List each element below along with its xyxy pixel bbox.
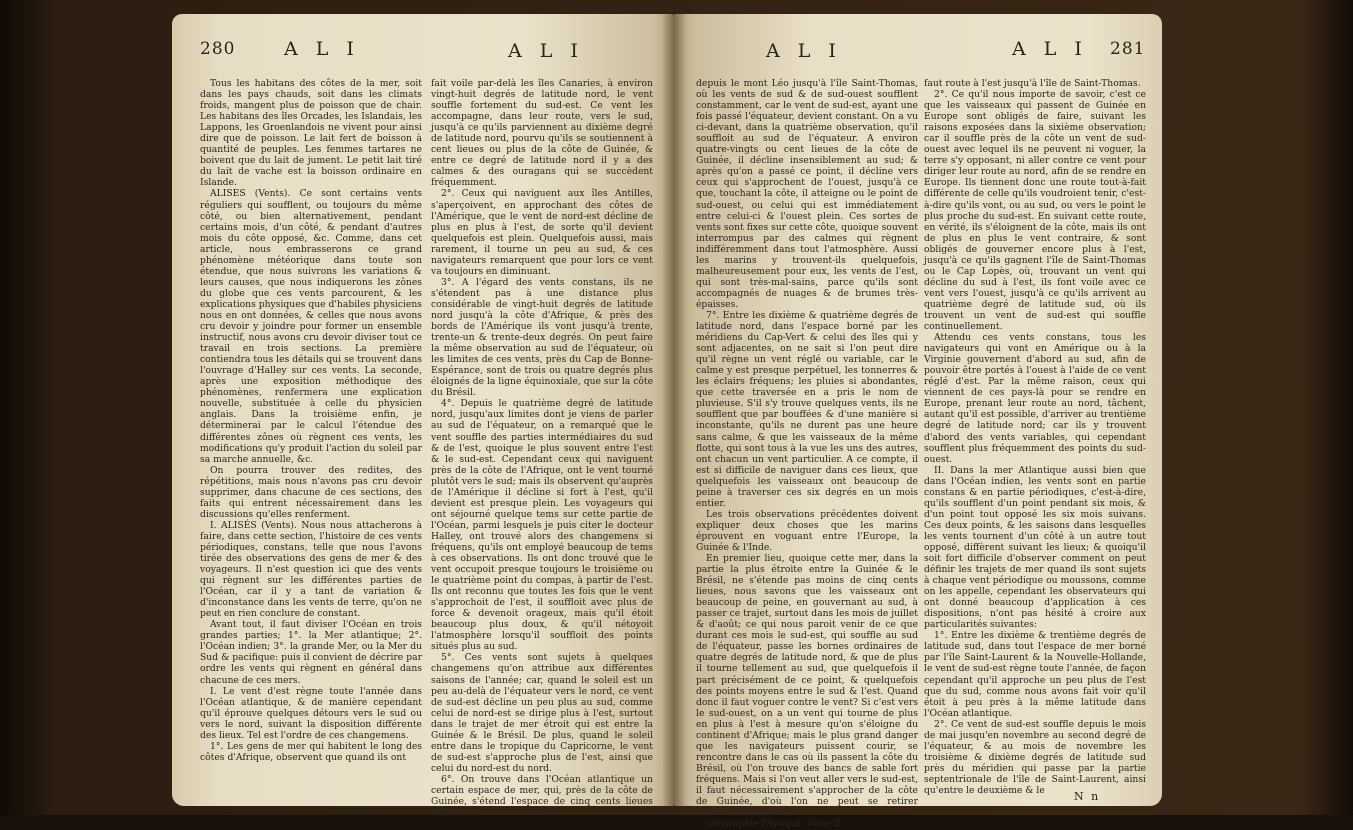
paragraph: 3°. A l'égard des vents constans, ils ne s'étendent pas à une distance plus considérable de vingt-huit degrés de latitude nord jusqu'à la côte d'Afrique, & près des bords de l'Amérique ils vont jusqu'à trente, trente-un & trente-deux degrés. On peut faire la même observation au sud de l'équateur, où les limites de ces vents, près du Cap de Bonne-Espérance, sont de trois ou quatre degrés plus éloignés de la ligne équinoxiale, que sur la côte du Brésil.	[431, 276, 654, 399]
paragraph: faut route à l'est jusqu'à l'île de Saint-Thomas.	[924, 78, 1141, 89]
paragraph: I. ALISÉS (Vents). Nous nous attacherons à faire, dans cette section, l'histoire de ces vents périodiques, constans, telle que nous l'avons tirée des observations des gens de mer & des voyageurs. Il n'est question ici que des vents qui règnent sur les différentes parties de l'Océan, car il y a tant de variation & d'inconstance dans les vents de terre, qu'on ne peut en rien conclure de constant.	[200, 519, 422, 620]
right-running-head-col1: A L I	[766, 40, 842, 62]
paragraph: 4°. Depuis le quatrième degré de latitude nord, jusqu'aux limites dont je viens de parler au sud de l'équateur, on a remarqué que le vent souffle des parties intermédiaires du sud & de l'est, quoique le plus souvent entre l'est & le sud-est. Cependant ceux qui naviguent près de la côte de l'Afrique, ont le vent tourné plutôt vers le sud; mais ils observent qu'auprès de l'Amérique il décline si fort à l'est, qu'il devient est presque plein. Les voyageurs qui ont séjourné quelque tems sur cette partie de l'Océan, parmi lesquels je puis citer le docteur Halley, ont trouvé alors des changemens si fréquens, qu'ils ont employé beaucoup de tems à ces observations. Ils ont donc trouvé que le vent occupoit presque toujours le troisième ou le quatrième point du compas, à partir de l'est. Ils ont reconnu que toutes les fois que le vent s'approchoit de l'est, il souffloit avec plus de force & devenoit orageux, mais qu'il étoit beaucoup plus doux, & qu'il nétoyoit l'atmosphère lorsqu'il souffloit des points situés plus au sud.	[431, 398, 653, 653]
paragraph: ALISES (Vents). Ce sont certains vents réguliers qui soufflent, ou toujours du même côté, ou bien alternativement, pendant certains mois, d'un côté, & pendant d'autres mois du côte opposé, &c. Comme, dans cet article, nous embrasserons ce grand phénomène météorique dans toute son étendue, que nous suivrons les variations & leurs causes, que nous indiquerons les zônes du globe que ces vents parcourent, & les explications physiques que d'habiles physiciens nous en ont données, & celles que nous avons cru devoir y joindre pour former un ensemble instructif, nous avons cru devoir diviser tout ce travail en trois sections. La première contiendra tous les détails qui se trouvent dans l'ouvrage d'Halley sur ces vents. La seconde, après une exposition méthodique des phénomènes, renfermera une explication nouvelle, substituée à celle du physicien anglais. Dans la troisième enfin, je déterminerai par le calcul l'étendue des différentes zônes où règnent ces vents, les modifications qu'y produit l'action du soleil par sa marche annuelle, &c.	[200, 188, 422, 465]
paragraph: 1°. Entre les dixième & trentième degrés de latitude sud, dans tout l'espace de mer borné par l'île Saint-Laurent & la Nouvelle-Hollande, le vent de sud-est règne toute l'année, de façon cependant qu'il approche un peu plus de l'est que du sud, comme nous avons fait voir qu'il étoit à peu près à la même latitude dans l'Océan atlantique.	[924, 630, 1146, 719]
paragraph: depuis le mont Léo jusqu'à l'île Saint-Thomas, où les vents de sud & de sud-ouest soufflent constamment, car le vent de sud-est, ayant une fois passé l'équateur, devient constant. On a vu ci-devant, dans la quatrième observation, qu'il souffloit au sud de l'équateur. A environ quatre-vingts ou cent lieues de la côte de Guinée, il décline insensiblement au sud; & après qu'on a passé ce point, il décline vers ceux qui s'approchent de l'ouest, jusqu'à ce que, touchant la côte, il atteigne ou le point de sud-ouest, ou celui qui est immédiatement entre celui-ci & l'ouest plein. Ces sortes de vents sont fixes sur cette côte, quoique souvent interrompus par des calmes qui règnent indifféremment dans tout l'atmosphère. Aussi les marins y trouvent-ils quelquefois, malheureusement pour eux, les vents de l'est, qui sont très-mal-sains, parce qu'ils sont accompagnés de nuages & de brumes très-épaisses.	[696, 78, 918, 310]
right-running-head-col2: A L I	[1012, 38, 1088, 60]
left-page-column-2	[431, 78, 653, 818]
left-page-header	[172, 38, 674, 68]
paragraph: Les trois observations précédentes doivent expliquer deux choses que les marins éprouvent en voguant entre l'Europe, la Guinée & l'Inde.	[696, 508, 918, 553]
paragraph: 7°. Entre les dixième & quatrième degrés de latitude nord, dans l'espace borné par les méridiens du Cap-Vert & celui des îles qui y sont adjacentes, on ne sait si l'on peut dire qu'il règne un vent réglé ou variable, car le calme y est presque perpétuel, les tonnerres & les éclairs fréquens; les pluies si abondantes, que cette traversée en a pris le nom de pluvieuse. S'il s'y trouve quelques vents, ils ne soufflent que par bouffées & d'une manière si inconstante, qu'ils ne durent pas une heure sans calme, & que les vaisseaux de la même flotte, qui sont tous à la vue les uns des autres, ont chacun un vent particulier. A ce compte, il est si difficile de naviguer dans ces lieux, que quelquefois les vaisseaux ont beaucoup de peine à traverser ces six degrés en un mois entier.	[696, 309, 918, 509]
left-running-head-col2: A L I	[508, 40, 584, 62]
paragraph: 1°. Les gens de mer qui habitent le long des côtes d'Afrique, observent que quand ils ont	[200, 740, 422, 763]
paragraph: I. Le vent d'est règne toute l'année dans l'Océan atlantique, & de manière cependant qu'il éprouve quelques détours vers le sud ou vers le nord, suivant la disposition différente des lieux. Tel est l'ordre de ces changemens.	[200, 685, 422, 741]
right-page	[674, 14, 1162, 830]
right-page-number: 281	[1110, 39, 1146, 59]
left-page-column-1	[200, 78, 422, 763]
paragraph: fait voile par-delà les îles Canaries, à environ vingt-huit degrés de latitude nord, le vent souffle fortement du sud-est. Ce vent les accompagne, dans leur route, vers le sud, jusqu'à ce qu'ils parviennent au dixième degré de latitude nord, pourvu qu'ils se soutiennent à cent lieues ou plus de la côte de Guinée, & entre ce degré de latitude nord il y a des calmes & des ouragans qui se succèdent fréquemment.	[431, 78, 653, 189]
left-page	[172, 14, 674, 819]
paragraph: Tous les habitans des côtes de la mer, soit dans les pays chauds, soit dans les climats froids, mangent plus de poisson que de chair. Les habitans des îles Orcades, les Islandais, les Lappons, les Groenlandois ne vivent pour ainsi dire que de poisson. Le lait fert de boisson à quantité de peuples. Les femmes tartares ne boivent que du lait de jument. Le petit lait tiré du lait de vache est la boisson ordinaire en Islande.	[200, 78, 422, 189]
paragraph: II. Dans la mer Atlantique aussi bien que dans l'Océan indien, les vents sont en partie constans & en partie périodiques, c'est-à-dire, qu'ils soufflent d'un point pendant six mois, & d'un point tout opposé les six mois suivans. Ces deux points, & les saisons dans lesquelles les vents tournent d'un côté à un autre tout opposé, diffèrent suivant les lieux; & quoiqu'il soit fort difficile d'observer comment on peut définir les trajets de mer quand ils sont sujets à chaque vent périodique ou moussons, comme on les appelle, cependant les observateurs qui ont donné beaucoup d'application à ces dispositions, n'ont pas hésité à croire aux particularités suivantes:	[924, 464, 1146, 631]
paragraph: 5°. Ces vents sont sujets à quelques changemens qu'on attribue aux différentes saisons de l'année; car, quand le soleil est un peu au-delà de l'équateur vers le nord, ce vent de sud-est décline un peu plus au sud, comme celui de nord-est se dirige plus à l'est, surtout dans le trajet de mer étroit qui est entre la Guinée & le Brésil. De plus, quand le soleil entre dans le tropique du Capricorne, le vent de sud-est s'approche plus de l'est, ainsi que celui du nord-est du nord.	[431, 652, 653, 774]
signature-mark: N n	[1074, 790, 1101, 803]
paragraph: En premier lieu, quoique cette mer, dans la partie la plus étroite entre la Guinée & le Brésil, ne s'étende pas moins de cinq cents lieues, nous savons que les vaisseaux ont beaucoup de peine, en gouvernant au sud, à passer ce trajet, surtout dans les mois de juillet & d'août; ce qui nous paroit venir de ce que durant ces mois le sud-est, qui souffle au sud de l'équateur, passe les bornes ordinaires de quatre degrés de latitude nord, & que de plus il tourne tellement au sud, que quelquefois il part précisément de ce point, & quelquefois des points moyens entre le sud & l'est. Quand donc il faut voguer contre le vent? Si c'est vers le sud-ouest, on a un vent qui tourne de plus en plus à l'est à mesure qu'on s'éloigne du continent d'Afrique; mais le plus grand danger que les navigateurs puissent courir, se rencontre dans le cas où ils passent la côte du Brésil, où l'on trouve des bancs de sable fort fréquens. Mais si l'on veut aller vers le sud-est, il faut nécessairement s'approcher de la côte de Guinée, d'où l'on ne peut se retirer autrement qu'en fai-	[696, 553, 918, 819]
page-footer-title: Géographie-Physique. Tome II.	[706, 819, 844, 830]
paragraph: Attendu ces vents constans, tous les navigateurs qui vont en Amérique ou à la Virginie gouvernent d'abord au sud, afin de pouvoir être portés à l'ouest à l'aide de ce vent réglé d'est. Par la même raison, ceux qui viennent de ces pays-là pour se rendre en Europe, prenant leur route au nord, tâchent, autant qu'il est possible, d'arriver au trentième degré de latitude nord; car ils y trouvent d'abord des vents variables, qui cependant soufflent plus fréquemment des points du sud-ouest.	[924, 332, 1146, 465]
left-running-head-col1: A L I	[284, 38, 360, 60]
right-page-column-2	[924, 78, 1146, 796]
paragraph: On pourra trouver des redites, des répétitions, mais nous n'avons pas cru devoir supprimer, dans chacune de ces sections, des faits qui entrent nécessairement dans les discussions qu'elles renferment.	[200, 464, 422, 520]
paragraph: 2°. Ce qu'il nous importe de savoir, c'est ce que les vaisseaux qui passent de Guinée en Europe sont obligés de faire, suivant les raisons exposées dans la sixième observation; car il souffle près de la côte un vent de sud-ouest avec lequel ils ne peuvent ni voguer, la terre s'y opposant, ni aller contre ce vent pour diriger leur route au nord, afin de se rendre en Europe. Ils tiennent donc une route tout-à-fait différente de celle qu'ils voudroient tenir, c'est-à-dire qu'ils vont, ou au sud, ou vers le point le plus proche du sud-est. En suivant cette route, en vérité, ils s'éloignent de la côte, mais ils ont de plus en plus le vent contraire, & sont obligés de gouverner encore plus à l'est, jusqu'à ce qu'ils gagnent l'île de Saint-Thomas ou le Cap Lopès, où, trouvant un vent qui décline du sud à l'est, ils font voile avec ce vent vers l'ouest, jusqu'à ce qu'ils arrivent au quatrième degré de latitude sud, où ils trouvent un vent de sud-est qui souffle continuellement.	[924, 89, 1146, 333]
right-page-header	[674, 38, 1162, 68]
paragraph: 2°. Ceux qui naviguent aux îles Antilles, s'aperçoivent, en approchant des côtes de l'Amérique, que le vent de nord-est décline de plus en plus à l'est, de sorte qu'il devient quelquefois est plein. Quelquefois aussi, mais rarement, il tourne un peu au sud, & ces navigateurs remarquent que pour lors ce vent va toujours en diminuant.	[431, 188, 653, 277]
left-page-number: 280	[200, 39, 236, 59]
paragraph: 6°. On trouve dans l'Océan atlantique un certain espace de mer, qui, près de la côte de Guinée, s'étend l'espace de cinq cents lieues depuis	[431, 773, 653, 819]
right-page-column-1	[696, 78, 918, 830]
paragraph: Avant tout, il faut diviser l'Océan en trois grandes parties; 1°. la Mer atlantique; 2°. l'Océan indien; 3°. la grande Mer, ou la Mer du Sud & pacifique: puis il convient de décrire par ordre les vents qui règnent en général dans chacune de ces mers.	[200, 619, 422, 686]
paragraph: 2°. Ce vent de sud-est souffle depuis le mois de mai jusqu'en novembre au second degré de l'équateur, & au mois de novembre les troisième & dixième degrés de latitude sud près du méridien qui passe par la partie septentrionale de l'île de Saint-Laurent, ainsi qu'entre le deuxième & le	[924, 718, 1146, 796]
